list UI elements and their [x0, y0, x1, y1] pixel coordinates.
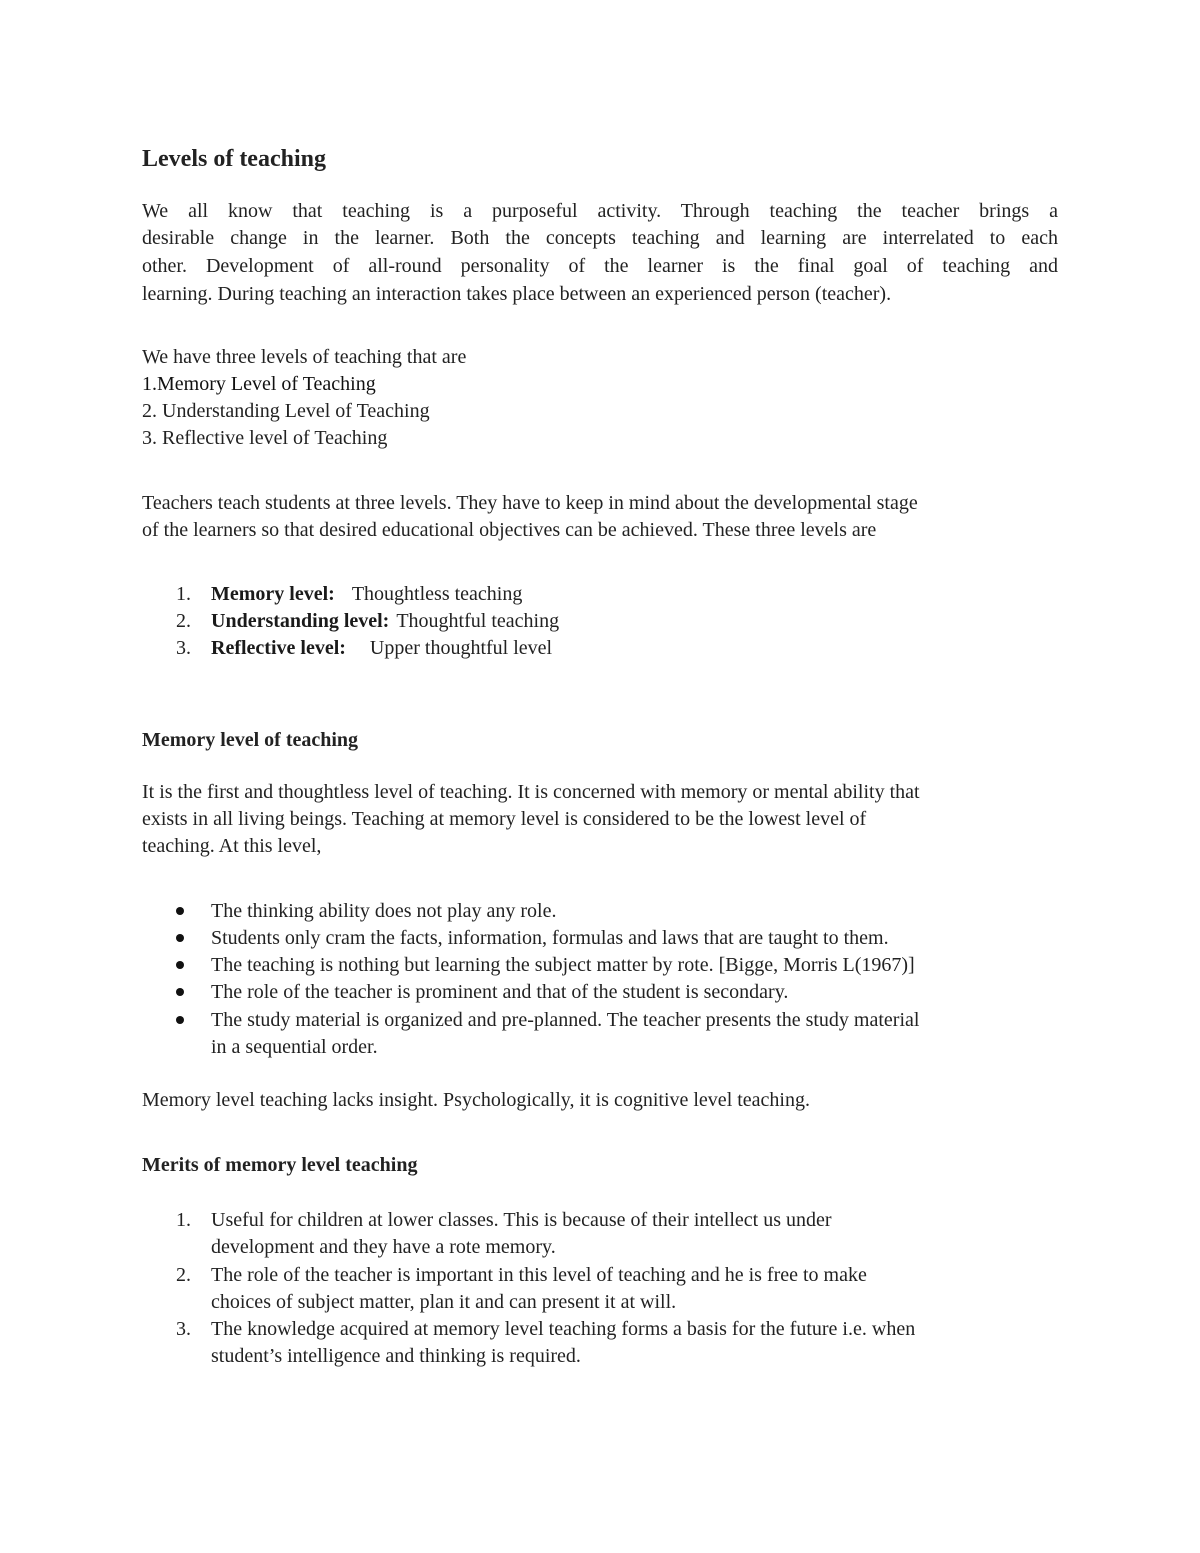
memory-section-heading: Memory level of teaching [142, 729, 359, 751]
level-description: Thoughtful teaching [396, 610, 560, 632]
three-levels-lead: We have three levels of teaching that are [142, 346, 467, 368]
intro-line-2: desirable change in the learner. Both the concepts teaching and learning are interrelated to each [142, 227, 1058, 249]
bullet-dot-icon [176, 934, 184, 942]
list-number: 2. [176, 610, 191, 632]
intro-line-3: other. Development of all-round personality of the learner is the final goal of teaching and [142, 255, 1058, 277]
bullet-dot-icon [176, 1016, 184, 1024]
memory-para-line-3: teaching. At this level, [142, 835, 322, 857]
memory-closing-text: Memory level teaching lacks insight. Psychologically, it is cognitive level teaching. [142, 1089, 810, 1111]
level-label: Understanding level: [211, 610, 390, 632]
bullet-dot-icon [176, 961, 184, 969]
level-description: Thoughtless teaching [351, 583, 523, 605]
page-title: Levels of teaching [142, 146, 326, 172]
level-label: Reflective level: [211, 637, 346, 659]
intro-line-1: We all know that teaching is a purposeful activity. Through teaching the teacher brings a [142, 200, 1058, 222]
teachers-line-1: Teachers teach students at three levels. They have to keep in mind about the developmental stage [142, 492, 918, 514]
merits-list-item: 2. The role of the teacher is important in this level of teaching and he is free to make choices of subject matter, plan it and can present it at will. [176, 1264, 867, 1313]
memory-para-line-1: It is the first and thoughtless level of teaching. It is concerned with memory or mental ability that [142, 781, 920, 803]
list-number: 3. [176, 1318, 191, 1340]
bullet-item: The study material is organized and pre-planned. The teacher presents the study material in a sequential order. [0, 1007, 1200, 1061]
intro-line-4: learning. During teaching an interaction takes place between an experienced person (teacher). [142, 283, 892, 305]
list-number: 2. [176, 1264, 191, 1286]
document-page: Levels of teaching We all know that teaching is a purposeful activity. Through teaching the teacher brings a desirable change in the learner. Both the concepts teaching and learning are interrelated to each other. Development of all-round personality of the learner is the final goal of teaching and learning. During teaching an interaction takes place between an experienced person (teacher). We have three levels of teaching that are 1.Memory Level of Teaching 2. Understanding Level of Teaching 3. Reflective level of Teaching Teachers teach students at three levels. They have to keep in mind about the developmental stage of the learners so that desired educational objectives can be achieved. These three levels are 1. Memory level: Thoughtless teaching 2. Understanding level: Thoughtful teaching 3. Reflective level: Upper thoughtful level Memory level of teaching It is the first and thoughtless level of teaching. It is concerned with memory or mental ability that exists in all living beings. Teaching at memory level is considered to be the lowest level of teaching. At this level, The thinking ability does not play any role. Students only cram the facts, information, formulas and laws that are taught to them. The teaching is nothing but learning the subject matter by rote. [Bigge, Morris L(1967)] The role of the teacher is prominent and that of the student is secondary. The study material is organized and pre-planned. The teacher presents the study material in a sequential order. Memory level teaching lacks insight. Psychologically, it is cognitive level teaching. Merits of memory level teaching 1. Useful for children at lower classes. This is because of their intellect us under development and they have a rote memory. 2. The role of the teacher is important in this level of teaching and he is free to make choices of subject matter, plan it and can present it at will. 3. The knowledge acquired at memory level teaching forms a basis for the future i.e. when student’s intelligence and thinking is required. [0, 0, 1200, 1553]
bullet-dot-icon [176, 988, 184, 996]
bullet-dot-icon [176, 907, 184, 915]
level-description: Upper thoughtful level [369, 637, 553, 659]
merits-list-item: 3. The knowledge acquired at memory level teaching forms a basis for the future i.e. when student’s intelligence and thinking is required. [176, 1318, 916, 1367]
memory-para-line-2: exists in all living beings. Teaching at memory level is considered to be the lowest level of [142, 808, 867, 830]
merits-list-item: 1. Useful for children at lower classes. This is because of their intellect us under development and they have a rote memory. [176, 1209, 832, 1258]
merits-section-heading: Merits of memory level teaching [142, 1154, 418, 1176]
list-number: 1. [176, 583, 191, 605]
three-levels-item-1: 1.Memory Level of Teaching [142, 373, 376, 395]
three-levels-item-3: 3. Reflective level of Teaching [142, 427, 388, 449]
three-levels-item-2: 2. Understanding Level of Teaching [142, 400, 430, 422]
level-label: Memory level: [211, 583, 335, 605]
list-number: 3. [176, 637, 191, 659]
list-number: 1. [176, 1209, 191, 1231]
teachers-line-2: of the learners so that desired educational objectives can be achieved. These three levels are [142, 519, 877, 541]
